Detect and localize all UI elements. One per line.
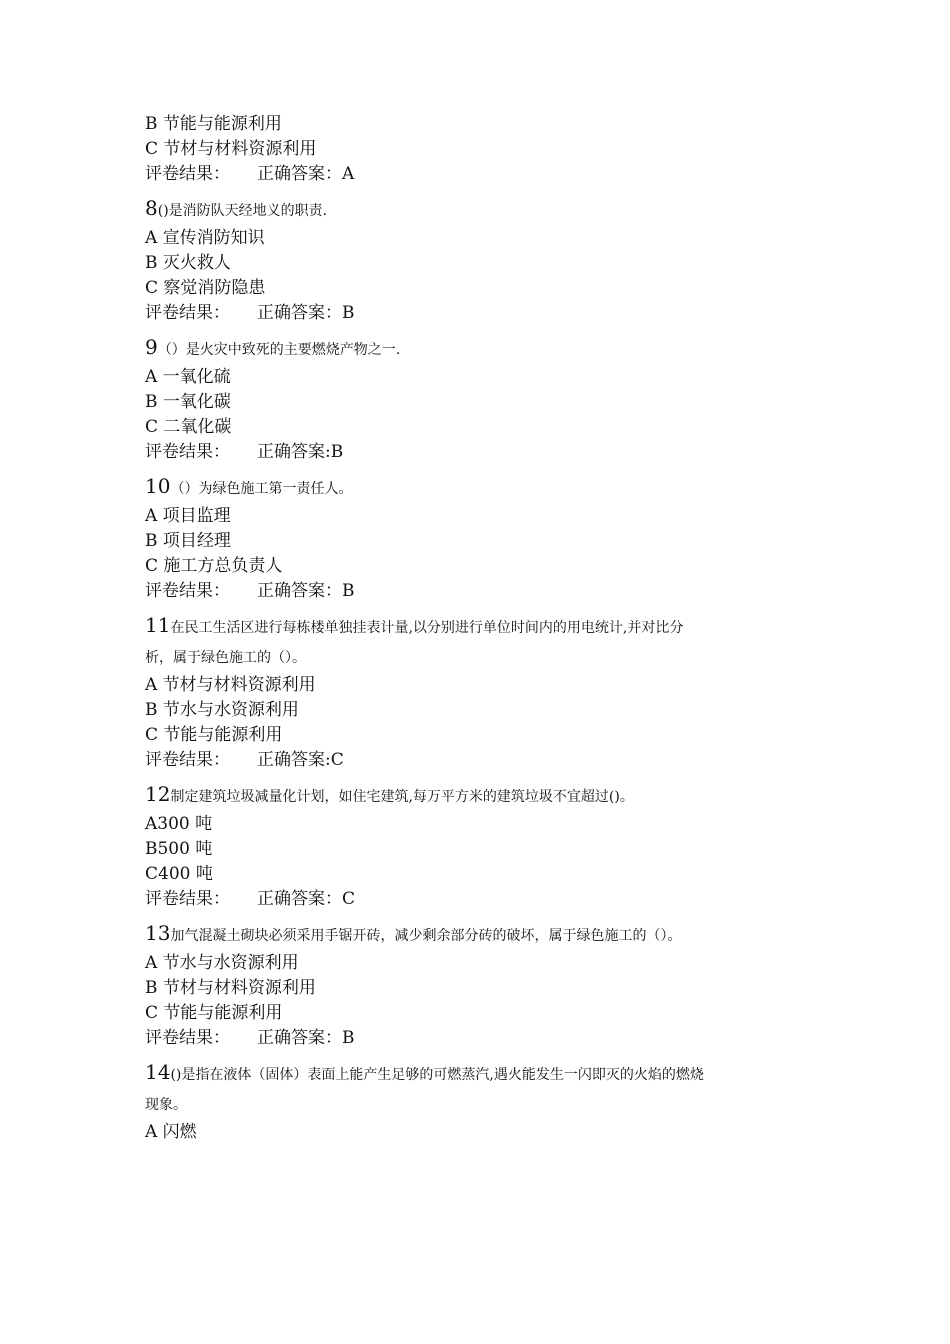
option-c: C 察觉消防隐患 bbox=[145, 278, 266, 298]
question-8 bbox=[145, 193, 845, 326]
question-9 bbox=[145, 332, 845, 465]
correct-answer: 正确答案：C bbox=[257, 889, 356, 909]
option-b: B 灭火救人 bbox=[145, 253, 231, 273]
result-label: 评卷结果： bbox=[145, 750, 230, 770]
option-b: B 节材与材料资源利用 bbox=[145, 978, 316, 998]
result-label: 评卷结果： bbox=[145, 889, 230, 909]
option-b: B 节水与水资源利用 bbox=[145, 700, 299, 720]
correct-answer: 正确答案:C bbox=[257, 750, 344, 770]
result-line bbox=[145, 887, 845, 912]
correct-answer: 正确答案：B bbox=[257, 581, 355, 601]
question-text: 在民工生活区进行每栋楼单独挂表计量,以分别进行单位时间内的用电统计,并对比分 bbox=[170, 620, 684, 636]
question-header bbox=[145, 471, 845, 504]
question-partial bbox=[145, 112, 845, 187]
question-header bbox=[145, 332, 845, 365]
result-label: 评卷结果： bbox=[145, 303, 230, 323]
result-line bbox=[145, 579, 845, 604]
option-a: A 节材与材料资源利用 bbox=[145, 675, 316, 695]
option-a: A300 吨 bbox=[145, 814, 213, 834]
option-c: C400 吨 bbox=[145, 864, 213, 884]
question-11 bbox=[145, 610, 845, 773]
option-b: B 节能与能源利用 bbox=[145, 114, 282, 134]
question-header bbox=[145, 193, 845, 226]
result-label: 评卷结果： bbox=[145, 442, 230, 462]
correct-answer: 正确答案：B bbox=[257, 303, 355, 323]
result-line bbox=[145, 162, 845, 187]
option-a: A 一氧化硫 bbox=[145, 367, 231, 387]
result-line bbox=[145, 1026, 845, 1051]
option-a: A 闪燃 bbox=[145, 1122, 197, 1142]
option-c: C 施工方总负责人 bbox=[145, 556, 283, 576]
result-line bbox=[145, 440, 845, 465]
question-13 bbox=[145, 918, 845, 1051]
question-10 bbox=[145, 471, 845, 604]
question-text-continuation: 现象。 bbox=[145, 1097, 187, 1113]
result-label: 评卷结果： bbox=[145, 164, 230, 184]
option-c: C 节能与能源利用 bbox=[145, 725, 283, 745]
question-text: （）为绿色施工第一责任人。 bbox=[170, 481, 353, 497]
result-label: 评卷结果： bbox=[145, 581, 230, 601]
result-line bbox=[145, 748, 845, 773]
question-header bbox=[145, 918, 845, 951]
question-number: 12 bbox=[145, 782, 171, 806]
result-label: 评卷结果： bbox=[145, 1028, 230, 1048]
question-number: 14 bbox=[145, 1060, 171, 1084]
question-text: （）是火灾中致死的主要燃烧产物之一. bbox=[157, 342, 401, 358]
option-c: C 节能与能源利用 bbox=[145, 1003, 283, 1023]
option-a: A 项目监理 bbox=[145, 506, 231, 526]
option-c: C 节材与材料资源利用 bbox=[145, 139, 317, 159]
question-12 bbox=[145, 779, 845, 912]
question-text: 制定建筑垃圾减量化计划，如住宅建筑,每万平方米的建筑垃圾不宜超过()。 bbox=[170, 789, 634, 805]
question-number: 8 bbox=[145, 196, 158, 220]
correct-answer: 正确答案：B bbox=[257, 1028, 355, 1048]
question-number: 11 bbox=[145, 613, 171, 637]
option-b: B 项目经理 bbox=[145, 531, 231, 551]
option-c: C 二氧化碳 bbox=[145, 417, 232, 437]
correct-answer: 正确答案:B bbox=[257, 442, 344, 462]
result-line bbox=[145, 301, 845, 326]
question-number: 9 bbox=[145, 335, 158, 359]
question-header bbox=[145, 610, 845, 643]
option-b: B500 吨 bbox=[145, 839, 213, 859]
question-14 bbox=[145, 1057, 845, 1145]
question-header bbox=[145, 779, 845, 812]
correct-answer: 正确答案：A bbox=[257, 164, 355, 184]
option-a: A 节水与水资源利用 bbox=[145, 953, 299, 973]
question-number: 13 bbox=[145, 921, 171, 945]
option-b: B 一氧化碳 bbox=[145, 392, 231, 412]
option-a: A 宣传消防知识 bbox=[145, 228, 265, 248]
question-text: ()是指在液体（固体）表面上能产生足够的可燃蒸汽,遇火能发生一闪即灭的火焰的燃烧 bbox=[170, 1067, 704, 1083]
question-text: 加气混凝土砌块必须采用手锯开砖，减少剩余部分砖的破坏，属于绿色施工的（）。 bbox=[170, 928, 682, 944]
document-page bbox=[145, 112, 845, 1151]
question-header bbox=[145, 1057, 845, 1090]
question-text: ()是消防队天经地义的职责. bbox=[157, 203, 328, 219]
question-number: 10 bbox=[145, 474, 171, 498]
question-text-continuation: 析，属于绿色施工的（）。 bbox=[145, 650, 306, 666]
